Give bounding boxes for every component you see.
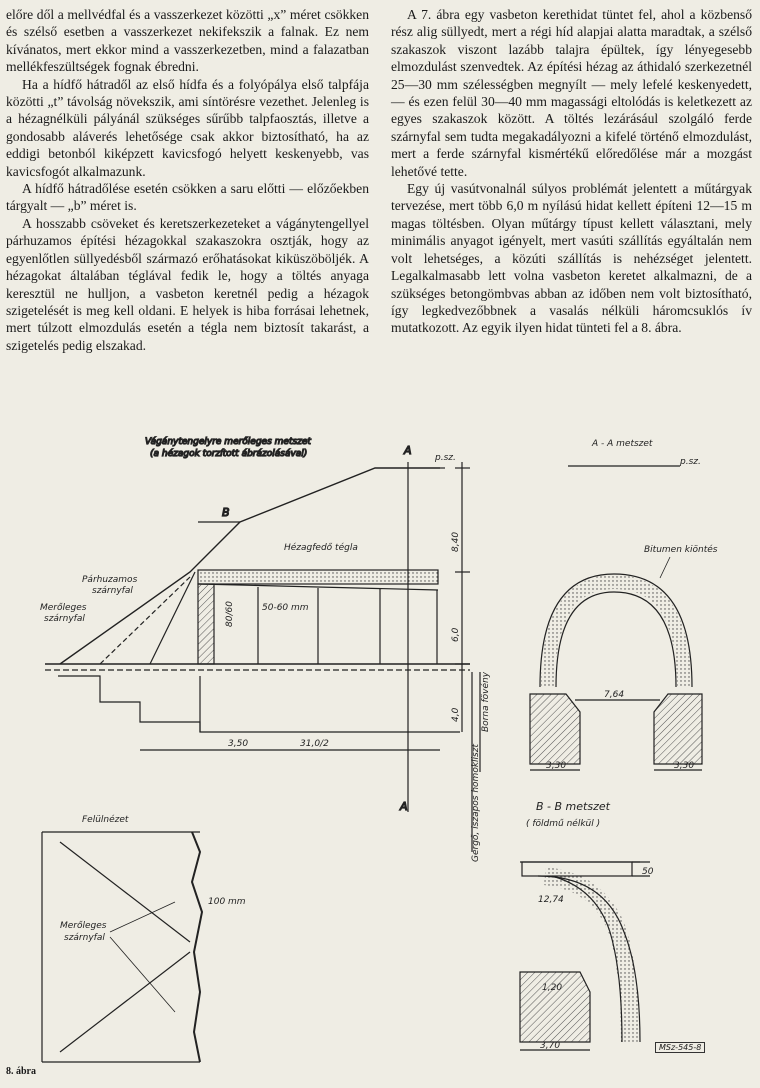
right-column — [391, 6, 752, 337]
label-hezagfedo: Hézagfedő tégla — [284, 543, 358, 553]
dim-330b: 3,30 — [674, 761, 695, 771]
label-parhuzamos: Párhuzamos — [82, 575, 138, 585]
cross-section-main — [45, 437, 480, 852]
dim-50: 50 — [642, 867, 654, 877]
bb-subtitle: ( földmű nélkül ) — [526, 819, 601, 829]
label-merol: Merőleges — [40, 603, 87, 613]
section-a-a — [530, 439, 718, 771]
figure-8 — [0, 432, 760, 1088]
dim-100mm: 100 mm — [208, 897, 246, 907]
label-b: B — [222, 506, 230, 519]
dim-350: 3,50 — [228, 739, 249, 749]
dim-330a: 3,30 — [546, 761, 567, 771]
dim-370: 3,70 — [540, 1041, 561, 1051]
figure-stamp: MSz-545-8 — [655, 1042, 705, 1053]
dim-50-60: 50-60 mm — [262, 603, 309, 613]
label-psz: p.sz. — [435, 453, 456, 463]
label-szarnyfal: szárnyfal — [92, 586, 133, 596]
paragraph: Egy új vasútvonalnál súlyos problémát jelentett a műtárgyak tervezése, mert több 6,0 m nyílású hidat kellett építeni 12—15 m magas töltésben. Olyan műtárgy típust kellett választani, mely minimális anyagot igényelt, mert vasúti szállítás egyáltalán nem volt lehetséges, a közúti szállítás is nehézséget jelentett. Legalkalmasabb lett volna vasbeton keretet alkalmazni, de a szükséges betongömbvas abban az időben nem volt biztosítható, így legkedvezőbbnek a vasalás nélküli háromcsuklós ív mutatkozott. Az egyik ilyen hidat tünteti fel a 8. ábra. — [391, 181, 752, 336]
dim-80-60: 80/60 — [225, 601, 235, 627]
paragraph: A 7. ábra egy vasbeton kerethidat tüntet fel, ahol a közbenső rész alig süllyedt, mert a régi híd alapjai alatta maradtak, a szélső szakaszok viszont lazább talajra épültek, így lényegesebb elmozdulást szenvedtek. Az építési hézag az áthidaló szerkezetnél 25—30 mm szélességben megnyílt — mely lefelé keskenyedett, — és ezen felül 30—40 mm magassági eltolódás is keletkezett az egyes szakaszok között. A töltés lezárásául szolgáló ferde szárnyfal sem tudta megakadályozni a kifelé történő elmozdulást, mert a ferde szárnyfal kismértékű előredőlése már a mozgást lehetővé tette. — [391, 7, 752, 179]
dim-1274: 12,74 — [538, 895, 564, 905]
label-a: A — [404, 444, 412, 457]
dim-120: 1,20 — [542, 983, 563, 993]
label-merol-szarnyfal: szárnyfal — [44, 614, 85, 624]
dim-310: 31,0/2 — [300, 739, 329, 749]
label-borrna: Borna fövény — [481, 671, 491, 732]
paragraph: A hosszabb csöveket és keretszerkezeteket a vágánytengellyel párhuzamos építési hézagokkal szakaszokra osztják, hogy az egyenlőtlen süllyedésből származó erőhatásokat kiküszöböljék. A hézagokat általában téglával fedik le, hogy a töltés anyaga keresztül ne hulljon, a vasbeton keretnél pedig a hézagok szigetelését is meg kell oldani. E helyek is hiba forrásai lehetnek, mert túlzott elmozdulás esetén a tégla nem biztosít takarást, a szigetelés pedig elszakad. — [6, 215, 369, 353]
aa-psz: p.sz. — [680, 457, 701, 467]
dim-840: 8,40 — [451, 531, 461, 552]
plan-szarnyfal: szárnyfal — [64, 933, 105, 943]
left-column — [6, 6, 369, 354]
plan-merol: Merőleges — [60, 921, 107, 931]
label-gerg: Gergő, iszapos homokliszt — [471, 744, 481, 862]
label-a-bottom: A — [400, 800, 408, 813]
figure-caption: 8. ábra — [6, 1066, 36, 1077]
section-b-b — [520, 800, 654, 1051]
plan-title: Felülnézet — [82, 815, 129, 825]
section-subtitle: (a hézagok torzított ábrázolásával) — [150, 449, 308, 459]
paragraph: előre dől a mellvédfal és a vasszerkezet közötti „x” méret csökken és szélső esetben a vasszerkezet nekifekszik a falnak. Ez nem kívánatos, mert ekkor mind a vasszerkezetben, mind a falazatban mellékfeszültségek fognak ébredni. — [6, 7, 369, 75]
bb-title: B - B metszet — [536, 800, 610, 813]
dim-60: 6,0 — [451, 627, 461, 642]
paragraph: A hídfő hátradőlése esetén csökken a saru előtti — előzőekben tárgyalt — „b” méret is. — [6, 181, 369, 214]
dim-40: 4,0 — [451, 707, 461, 722]
cross-section-labels — [40, 453, 491, 862]
paragraph: Ha a hídfő hátradől az első hídfa és a folyópálya első talpfája közötti „t” távolság növekszik, ami síntörésre vezethet. Jelenleg is a hézagnélküli pályánál szükséges sűrűbb talpfaosztás, illetve a gondosabb aláverés lehetősége csak akkor biztosítható, ha az eddigi betonból kiképzett kavicsfogó helyett keskenyebb, vas kavicsfogót alkalmazunk. — [6, 76, 369, 179]
label-bitumen: Bitumen kiöntés — [644, 545, 718, 555]
dim-764: 7,64 — [604, 690, 625, 700]
aa-title: A - A metszet — [592, 439, 653, 449]
plan-view — [42, 814, 246, 1062]
section-title: Vágánytengelyre merőleges metszet — [145, 437, 311, 447]
technical-drawing — [0, 432, 760, 1088]
